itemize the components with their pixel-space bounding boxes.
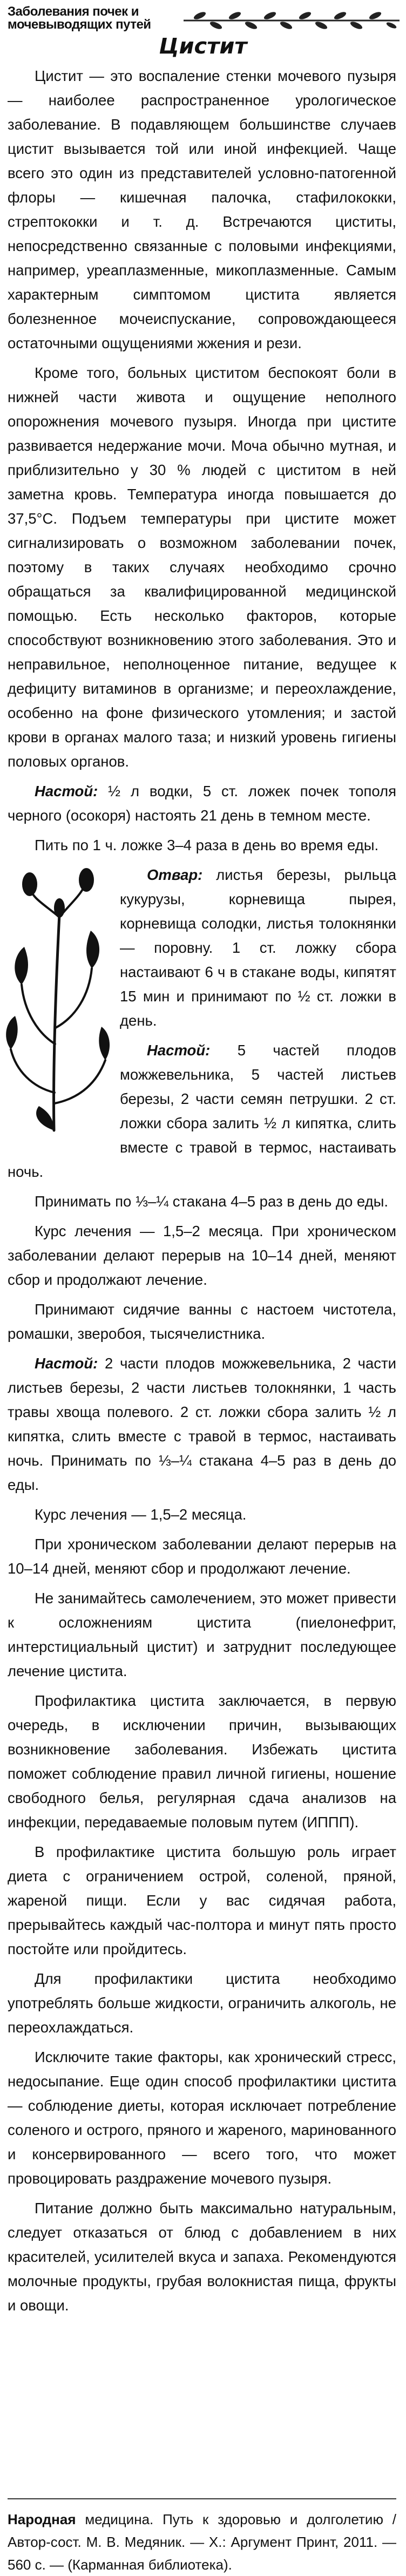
article-title: Цистит bbox=[159, 34, 247, 59]
recipe-lead: Настой: bbox=[147, 1042, 211, 1059]
paragraph: Профилактика цистита заключается, в первую очередь, в исключении причин, вызывающих возникновение заболевания. Избежать цистита поможет соблюдение правил личной гигиены, ношение свободного белья, регулярная сдача анализов на инфекции, передаваемые половым путем (ИППП). bbox=[8, 1692, 396, 1831]
paragraph: Курс лечения — 1,5–2 месяца. При хроническом заболевании делают перерыв на 10–14 дней, меняют сбор и продолжают лечение. bbox=[8, 1223, 396, 1288]
twig-ornament-icon bbox=[184, 11, 400, 30]
paragraph: При хроническом заболевании делают перерыв на 10–14 дней, меняют сбор и продолжают лечение. bbox=[8, 1536, 396, 1577]
paragraph: Пить по 1 ч. ложке 3–4 раза в день во время еды. bbox=[35, 837, 379, 853]
paragraph: Не занимайтесь самолечением, это может привести к осложнениям цистита (пиелонефрит, интерстициальный цистит) и затруднит последующее лечение цистита. bbox=[8, 1590, 396, 1679]
recipe-paragraph bbox=[8, 779, 396, 828]
paragraph: Исключите такие факторы, как хронический стресс, недосыпание. Еще один способ профилактики цистита — соблюдение диеты, которая исключает потребление соленого и острого, пряного и жареного, маринованного и консервированного — всего того, что может провоцировать раздражение мочевого пузыря. bbox=[8, 2049, 396, 2187]
recipe-text: 2 части плодов можжевельника, 2 части листьев березы, 2 части листьев толокнянки, 1 часть травы хвоща полевого. 2 ст. ложки сбора залить ½ л кипятка, слить вместе с травой в термос, настаивать ночь. Принимать по ⅓–¼ стакана 4–5 раз в день до еды. bbox=[8, 1355, 396, 1493]
recipe-lead: Настой: bbox=[35, 783, 98, 799]
paragraph: Для профилактики цистита необходимо употреблять больше жидкости, ограничить алкоголь, не переохлаждаться. bbox=[8, 1970, 396, 2036]
citation-text: медицина. Путь к здоровью и долголетию / Автор-сост. М. В. Медяник. — Х.: Аргумент Принт, 2011. — 560 с. — (Карманная библиотека). bbox=[8, 2511, 396, 2573]
recipe-lead: Настой: bbox=[35, 1355, 98, 1372]
paragraph: Принимают сидячие ванны с настоем чистотела, ромашки, зверобоя, тысячелистника. bbox=[8, 1301, 396, 1342]
recipe-lead: Отвар: bbox=[147, 866, 203, 883]
herb-plant-illustration-icon bbox=[0, 866, 113, 1136]
citation-lead: Народная bbox=[8, 2511, 76, 2527]
running-head: Заболевания почек и мочевыводящих путей bbox=[8, 4, 151, 32]
recipe-text: листья березы, рыльца кукурузы, корневища пырея, корневища солодки, листья толокнянки — поровну. 1 ст. ложку сбора настаивают 6 ч в стакане воды, кипятят 15 мин и принимают по ½ ст. ложки в день. bbox=[120, 866, 396, 1029]
paragraph: Питание должно быть максимально натуральным, следует отказаться от блюд с добавлением в них красителей, усилителей вкуса и запаха. Рекомендуются молочные продукты, грубая волокнистая пища, фрукты и овощи. bbox=[8, 2200, 396, 2314]
paragraph: Цистит — это воспаление стенки мочевого пузыря — наиболее распространенное урологическое заболевание. В подавляющем большинстве случаев цистит вызывается той или иной инфекцией. Чаще всего это один из представителей условно-патогенной флоры — кишечная палочка, стафилококки, стрептококки и т. д. Встречаются циститы, непосредственно связанные с половыми инфекциями, например, уреаплазменные, микоплазменные. Самым характерным симптомом цистита является болезненное мочеиспускание, сопровождающееся остаточными ощущениями жжения и рези. bbox=[8, 67, 396, 351]
paragraph: Курс лечения — 1,5–2 месяца. bbox=[35, 1506, 247, 1523]
paragraph: Кроме того, больных циститом беспокоят боли в нижней части живота и ощущение неполного опорожнения мочевого пузыря. Иногда при цистите развивается недержание мочи. Моча обычно мутная, и приблизительно у 30 % людей с циститом в ней заметна кровь. Температура иногда повышается до 37,5°С. Подъем температуры при цистите может сигнализировать о возможном заболевании почек, поэтому в таких случаях необходимо срочно обращаться за квалифицированной медицинской помощью. Есть несколько факторов, которые способствуют возникновению этого заболевания. Это и неправильное, неполноценное питание, ведущее к дефициту витаминов в организме; и переохлаждение, особенно на фоне физического утомления; и застой крови в органах малого таза; и низкий уровень гигиены половых органов. bbox=[8, 364, 396, 770]
recipe-text: 5 частей плодов можжевельника, 5 частей листьев березы, 2 части семян петрушки. 2 ст. ложки сбора залить ½ л кипятка, слить вместе с травой в термос, настаивать ночь. bbox=[8, 1042, 396, 1180]
recipe-text: ½ л водки, 5 ст. ложек почек тополя черного (осокоря) настоять 21 день в темном месте. bbox=[8, 783, 396, 824]
paragraph: В профилактике цистита большую роль играет диета с ограничением острой, соленой, пряной, жареной пищи. Если у вас сидячая работа, прерывайтесь каждый час-полтора и минут пять просто постойте или пройдитесь. bbox=[8, 1843, 396, 1957]
paragraph: Принимать по ⅓–¼ стакана 4–5 раз в день до еды. bbox=[35, 1193, 389, 1210]
recipe-paragraph bbox=[8, 1351, 396, 1497]
article-body bbox=[8, 64, 396, 2323]
source-citation bbox=[8, 2498, 396, 2576]
